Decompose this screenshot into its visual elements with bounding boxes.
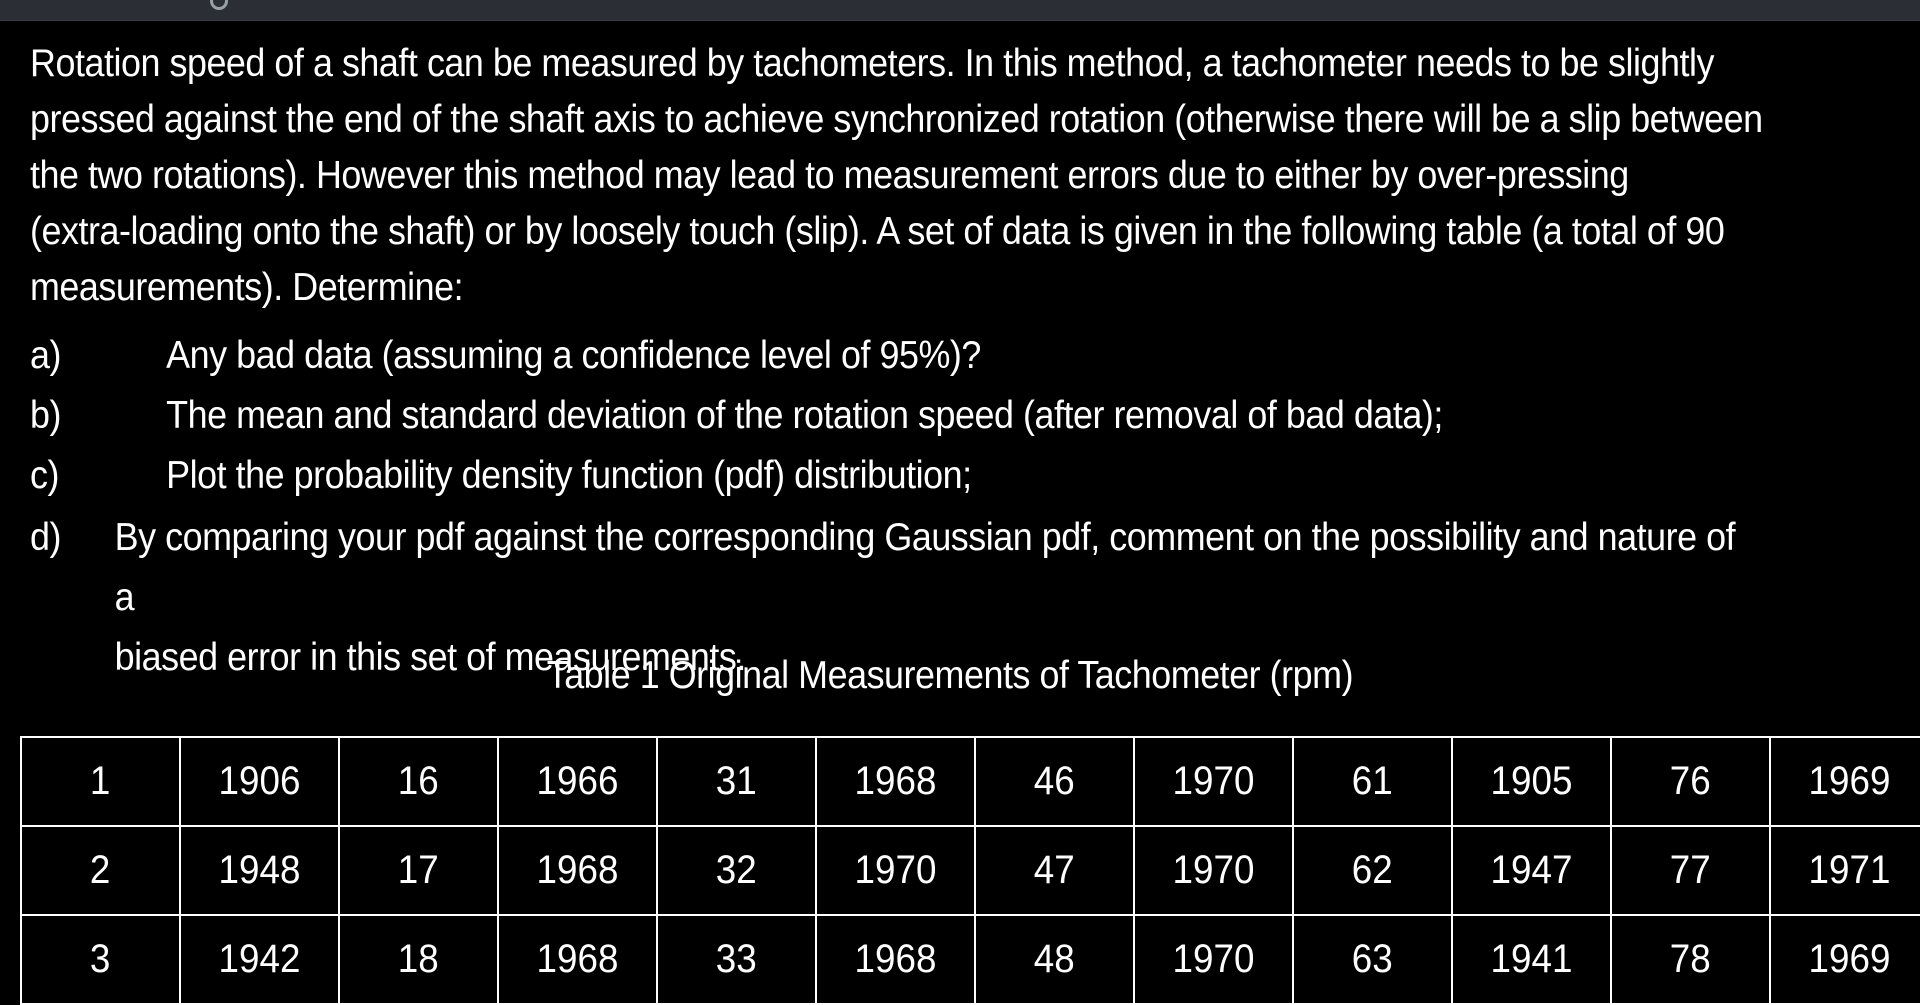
table-row: [21, 737, 1920, 826]
question-letter: c): [30, 454, 59, 497]
cell-text: 1970: [1172, 759, 1255, 803]
measurement-value-cell: [1770, 915, 1920, 1004]
cell-text: 48: [1034, 937, 1075, 981]
measurement-index-cell: [1293, 915, 1452, 1004]
measurement-value-cell: [180, 737, 339, 826]
cell-text: 1948: [218, 848, 301, 892]
measurement-index-cell: [1293, 826, 1452, 915]
cell-text: 1947: [1490, 848, 1573, 892]
cell-text: 46: [1034, 759, 1075, 803]
question-text: Plot the probability density function (pdf) distribution;: [166, 454, 972, 497]
measurement-index-cell: [975, 915, 1134, 1004]
cell-text: 1968: [536, 848, 619, 892]
cell-text: 1905: [1490, 759, 1573, 803]
problem-statement: [30, 36, 1763, 688]
question-text: The mean and standard deviation of the rotation speed (after removal of bad data);: [166, 394, 1443, 437]
measurement-value-cell: [498, 826, 657, 915]
measurement-value-cell: [180, 915, 339, 1004]
measurement-table-container: [20, 736, 1920, 1005]
measurement-value-cell: [816, 915, 975, 1004]
measurement-value-cell: [816, 826, 975, 915]
measurement-index-cell: [975, 737, 1134, 826]
measurement-value-cell: [1452, 915, 1611, 1004]
measurement-index-cell: [339, 826, 498, 915]
measurement-table: [20, 736, 1920, 1005]
measurement-value-cell: [180, 826, 339, 915]
measurement-index-cell: [21, 826, 180, 915]
cell-text: 33: [716, 937, 757, 981]
question-c: [30, 448, 1750, 508]
cell-text: 17: [398, 848, 439, 892]
question-letter: b): [30, 394, 61, 437]
measurement-index-cell: [657, 737, 816, 826]
intro-line-4: (extra-loading onto the shaft) or by loosely touch (slip). A set of data is given in the following table (a total of 90: [30, 210, 1725, 253]
window-top-bar: [0, 0, 1920, 21]
table-row: [21, 826, 1920, 915]
measurement-index-cell: [339, 737, 498, 826]
measurement-value-cell: [498, 915, 657, 1004]
measurement-value-cell: [1452, 826, 1611, 915]
question-letter: a): [30, 334, 61, 377]
cell-text: 1969: [1808, 759, 1891, 803]
question-letter: d): [30, 516, 61, 559]
intro-line-1: Rotation speed of a shaft can be measured by tachometers. In this method, a tachometer needs to be slightly: [30, 42, 1714, 85]
measurement-value-cell: [1770, 737, 1920, 826]
question-text: Any bad data (assuming a confidence level of 95%)?: [166, 334, 981, 377]
question-a: [30, 328, 1750, 388]
intro-line-5: measurements). Determine:: [30, 266, 464, 309]
cell-text: 1970: [854, 848, 937, 892]
measurement-index-cell: [657, 826, 816, 915]
measurement-value-cell: [816, 737, 975, 826]
cell-text: 78: [1670, 937, 1711, 981]
cell-text: 3: [90, 937, 111, 981]
table-caption: Table 1 Original Measurements of Tachometer (rpm): [546, 654, 1354, 697]
cell-text: 1941: [1490, 937, 1573, 981]
measurement-value-cell: [1134, 826, 1293, 915]
cell-text: 1968: [536, 937, 619, 981]
measurement-index-cell: [21, 737, 180, 826]
cell-text: 32: [716, 848, 757, 892]
measurement-index-cell: [339, 915, 498, 1004]
toolbar-circle-icon: [210, 0, 228, 10]
cell-text: 61: [1352, 759, 1393, 803]
cell-text: 31: [716, 759, 757, 803]
cell-text: 62: [1352, 848, 1393, 892]
question-b: [30, 388, 1750, 448]
cell-text: 1971: [1808, 848, 1891, 892]
cell-text: 1968: [854, 759, 937, 803]
question-list: [30, 328, 1750, 688]
cell-text: 1942: [218, 937, 301, 981]
measurement-value-cell: [1134, 915, 1293, 1004]
cell-text: 1970: [1172, 848, 1255, 892]
cell-text: 1969: [1808, 937, 1891, 981]
table-row: [21, 915, 1920, 1004]
intro-paragraph: [30, 36, 1763, 316]
measurement-index-cell: [1611, 915, 1770, 1004]
measurement-index-cell: [657, 915, 816, 1004]
cell-text: 1968: [854, 937, 937, 981]
question-text-line-2: biased error in this set of measurements.: [114, 636, 746, 679]
measurement-index-cell: [1611, 826, 1770, 915]
cell-text: 76: [1670, 759, 1711, 803]
measurement-value-cell: [1770, 826, 1920, 915]
measurement-value-cell: [1134, 737, 1293, 826]
measurement-value-cell: [498, 737, 657, 826]
measurement-index-cell: [21, 915, 180, 1004]
cell-text: 77: [1670, 848, 1711, 892]
measurement-index-cell: [1611, 737, 1770, 826]
intro-line-2: pressed against the end of the shaft axis to achieve synchronized rotation (otherwise there will be a slip between: [30, 98, 1763, 141]
measurement-index-cell: [975, 826, 1134, 915]
cell-text: 1: [90, 759, 111, 803]
question-text-line-1: By comparing your pdf against the corresponding Gaussian pdf, comment on the possibility and nature of a: [114, 516, 1736, 619]
measurement-index-cell: [1293, 737, 1452, 826]
cell-text: 1906: [218, 759, 301, 803]
cell-text: 47: [1034, 848, 1075, 892]
cell-text: 63: [1352, 937, 1393, 981]
cell-text: 18: [398, 937, 439, 981]
cell-text: 1970: [1172, 937, 1255, 981]
intro-line-3: the two rotations). However this method may lead to measurement errors due to either by over-pressing: [30, 154, 1629, 197]
cell-text: 2: [90, 848, 111, 892]
measurement-value-cell: [1452, 737, 1611, 826]
cell-text: 1966: [536, 759, 619, 803]
cell-text: 16: [398, 759, 439, 803]
